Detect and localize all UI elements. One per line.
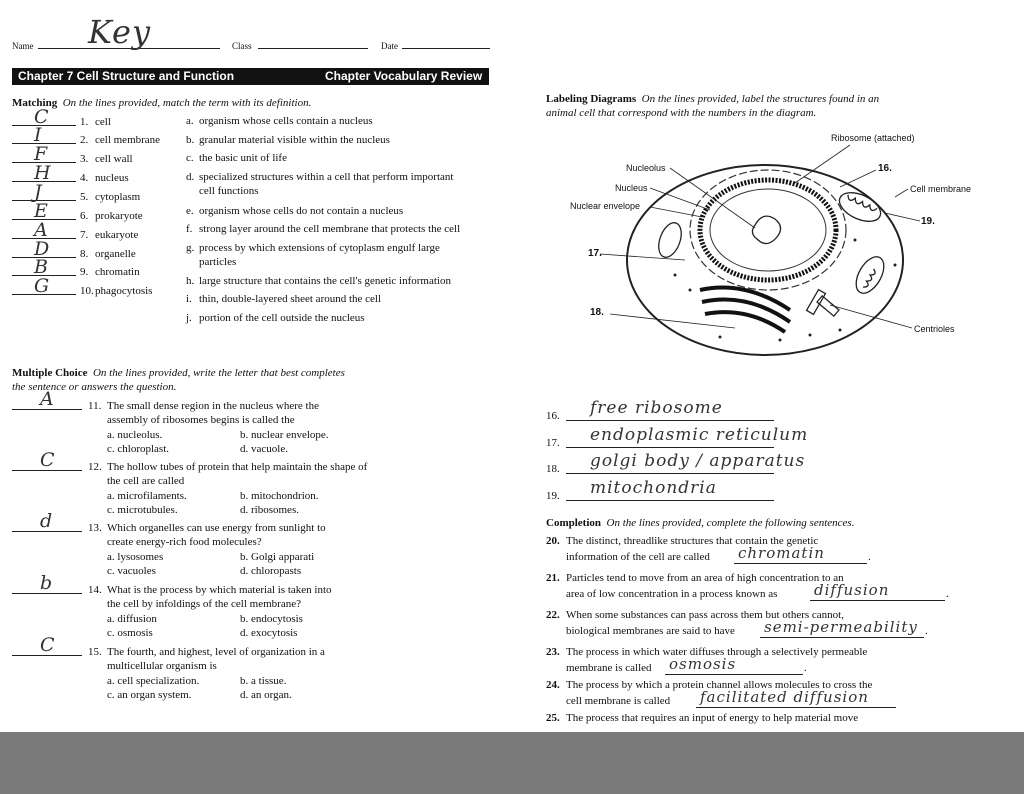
completion-number: 21.: [546, 572, 560, 584]
completion-instructions: On the lines provided, complete the following sentences.: [606, 517, 855, 529]
label-ribosome: Ribosome (attached): [831, 133, 915, 143]
matching-answer: I: [34, 124, 43, 146]
mc-answer: b: [40, 572, 54, 594]
completion-answer: chromatin: [738, 544, 825, 562]
question-number: 13.: [88, 522, 102, 534]
completion-answer-line[interactable]: [734, 563, 867, 564]
matching-answer: A: [34, 219, 49, 241]
answer-option[interactable]: a. nucleolus.: [107, 429, 163, 441]
completion-answer: facilitated diffusion: [700, 688, 869, 706]
label-answer: free ribosome: [590, 398, 723, 418]
label-16: 16.: [878, 163, 892, 174]
labeling-heading: [546, 93, 879, 106]
definition-text: granular material visible within the nucleus: [199, 134, 390, 146]
label-number: 17.: [546, 437, 560, 449]
definition-text: portion of the cell outside the nucleus: [199, 312, 365, 324]
completion-text: The process that requires an input of energy to help material move: [566, 712, 859, 724]
term-label: cell membrane: [95, 134, 161, 146]
mc-heading: [12, 367, 345, 380]
label-answer-line[interactable]: [566, 500, 774, 501]
mc-answer: C: [40, 634, 56, 656]
term-number: 4.: [80, 172, 89, 184]
completion-text: Particles tend to move from an area of high concentration to an: [566, 572, 844, 584]
completion-text-2: information of the cell are called: [566, 551, 710, 563]
centriole-shape: [807, 290, 839, 317]
mc-title: Multiple Choice: [12, 367, 88, 379]
mc-instructions-2: the sentence or answers the question.: [12, 381, 177, 393]
mc-instructions-1: On the lines provided, write the letter that best completes: [92, 367, 345, 379]
answer-option[interactable]: c. osmosis: [107, 627, 153, 639]
question-text: assembly of ribosomes begins is called the: [107, 414, 295, 426]
scan-bottom-band: [0, 732, 1024, 794]
definition-letter: e.: [186, 205, 194, 217]
completion-end: .: [868, 551, 871, 563]
chapter-title: Chapter 7 Cell Structure and Function: [18, 69, 235, 83]
term-number: 5.: [80, 191, 89, 203]
completion-end: .: [804, 662, 807, 674]
definition-text: cell functions: [199, 185, 259, 197]
term-number: 6.: [80, 210, 89, 222]
question-number: 14.: [88, 584, 102, 596]
definition-text: specialized structures within a cell that perform important: [199, 171, 454, 183]
completion-text: The distinct, threadlike structures that contain the genetic: [566, 535, 819, 547]
definition-text: large structure that contains the cell's genetic information: [199, 275, 451, 287]
completion-heading: [546, 517, 854, 530]
mitochondrion-right: [835, 187, 885, 227]
term-number: 9.: [80, 266, 89, 278]
mc-answer: C: [40, 449, 56, 471]
definition-letter: i.: [186, 293, 192, 305]
question-text: The small dense region in the nucleus where the: [107, 400, 319, 412]
definition-letter: f.: [186, 223, 193, 235]
answer-option[interactable]: a. cell specialization.: [107, 675, 200, 687]
label-answer-line[interactable]: [566, 447, 774, 448]
labeling-instructions-2: animal cell that correspond with the numbers in the diagram.: [546, 107, 817, 119]
completion-text-2: membrane is called: [566, 662, 652, 674]
term-number: 8.: [80, 248, 89, 260]
answer-option[interactable]: c. an organ system.: [107, 689, 192, 701]
term-label: prokaryote: [95, 210, 143, 222]
answer-option[interactable]: d. chloropasts: [240, 565, 302, 577]
labeling-title: Labeling Diagrams: [546, 93, 637, 105]
completion-number: 20.: [546, 535, 560, 547]
label-18: 18.: [590, 307, 604, 318]
matching-answer: H: [34, 162, 52, 184]
matching-instructions: On the lines provided, match the term with its definition.: [62, 97, 312, 109]
label-cell-membrane: Cell membrane: [910, 184, 972, 194]
answer-option[interactable]: a. lysosomes: [107, 551, 164, 563]
banner-subtitle: Chapter Vocabulary Review: [325, 69, 483, 83]
labeling-instructions-1: On the lines provided, label the structures found in an: [641, 93, 880, 105]
matching-answer: D: [34, 238, 51, 260]
answer-option[interactable]: d. ribosomes.: [240, 504, 299, 516]
term-label: phagocytosis: [95, 285, 153, 297]
definition-text: strong layer around the cell membrane that protects the cell: [199, 223, 461, 235]
definition-letter: c.: [186, 152, 194, 164]
answer-option[interactable]: d. exocytosis: [240, 627, 298, 639]
matching-answer: B: [34, 256, 49, 278]
definition-text: organism whose cells contain a nucleus: [199, 115, 373, 127]
definition-letter: h.: [186, 275, 195, 287]
completion-answer: semi-permeability: [764, 618, 918, 636]
completion-text-2: cell membrane is called: [566, 695, 671, 707]
completion-answer: osmosis: [669, 655, 737, 673]
completion-title: Completion: [546, 517, 601, 529]
question-text: What is the process by which material is taken into: [107, 584, 332, 596]
name-label: Name: [12, 41, 34, 51]
answer-option[interactable]: a. diffusion: [107, 613, 157, 625]
question-text: The fourth, and highest, level of organization in a: [107, 646, 325, 658]
date-label: Date: [381, 41, 398, 51]
label-nucleus: Nucleus: [615, 183, 648, 193]
class-line[interactable]: [258, 48, 368, 49]
matching-heading: [12, 97, 311, 110]
mitochondrion-lower-right: [850, 252, 889, 298]
class-label: Class: [232, 41, 252, 51]
term-label: eukaryote: [95, 229, 139, 241]
matching-title: Matching: [12, 97, 58, 109]
label-answer: golgi body / apparatus: [590, 451, 806, 471]
answer-option[interactable]: b. nuclear envelope.: [240, 429, 329, 441]
completion-number: 25.: [546, 712, 560, 724]
question-text: the cell are called: [107, 475, 185, 487]
matching-answer: E: [34, 200, 49, 222]
definition-text: thin, double-layered sheet around the cell: [199, 293, 382, 305]
matching-answer: F: [34, 143, 49, 165]
definition-letter: d.: [186, 171, 195, 183]
completion-end: .: [946, 588, 949, 600]
completion-answer-line[interactable]: [760, 637, 924, 638]
label-answer: endoplasmic reticulum: [590, 425, 809, 445]
question-text: Which organelles can use energy from sunlight to: [107, 522, 326, 534]
completion-text-2: biological membranes are said to have: [566, 625, 735, 637]
label-nuclear-envelope: Nuclear envelope: [570, 201, 641, 211]
completion-text: The process in which water diffuses through a selectively permeable: [566, 646, 868, 658]
term-label: chromatin: [95, 266, 140, 278]
label-answer: mitochondria: [590, 478, 717, 498]
definition-text: the basic unit of life: [199, 152, 287, 164]
question-text: multicellular organism is: [107, 660, 217, 672]
answer-option[interactable]: c. chloroplast.: [107, 443, 170, 455]
answer-option[interactable]: c. microtubules.: [107, 504, 178, 516]
answer-option[interactable]: d. vacuole.: [240, 443, 288, 455]
answer-option[interactable]: b. mitochondrion.: [240, 490, 319, 502]
term-label: organelle: [95, 248, 136, 260]
definition-letter: g.: [186, 242, 195, 254]
term-number: 10.: [80, 285, 94, 297]
question-number: 11.: [88, 400, 102, 412]
completion-number: 22.: [546, 609, 560, 621]
mitochondrion-left: [654, 220, 685, 261]
completion-answer-line[interactable]: [810, 600, 945, 601]
question-number: 12.: [88, 461, 102, 473]
definition-text: process by which extensions of cytoplasm engulf large: [199, 242, 440, 254]
term-label: cell: [95, 116, 111, 128]
completion-text-2: area of low concentration in a process known as: [566, 588, 778, 600]
answer-option[interactable]: a. microfilaments.: [107, 490, 187, 502]
definition-letter: a.: [186, 115, 194, 127]
matching-answer: J: [34, 181, 43, 203]
question-number: 15.: [88, 646, 102, 658]
question-text: The hollow tubes of protein that help maintain the shape of: [107, 461, 368, 473]
nucleus-shape: [710, 189, 826, 271]
definition-text: particles: [199, 256, 237, 268]
term-label: cell wall: [95, 153, 133, 165]
matching-answer: C: [34, 106, 50, 128]
label-17: 17.: [588, 248, 602, 259]
answer-option[interactable]: b. endocytosis: [240, 613, 303, 625]
answer-option[interactable]: b. Golgi apparati: [240, 551, 315, 563]
answer-option[interactable]: d. an organ.: [240, 689, 292, 701]
mc-answer: A: [40, 388, 55, 410]
name-value: Key: [88, 13, 152, 51]
term-number: 3.: [80, 153, 89, 165]
question-text: the cell by infoldings of the cell membrane?: [107, 598, 301, 610]
definition-letter: j.: [186, 312, 192, 324]
completion-answer-line[interactable]: [665, 674, 803, 675]
date-line[interactable]: [402, 48, 490, 49]
answer-option[interactable]: b. a tissue.: [240, 675, 287, 687]
answer-option[interactable]: c. vacuoles: [107, 565, 156, 577]
completion-text: The process by which a protein channel allows molecules to cross the: [566, 679, 873, 691]
definition-letter: b.: [186, 134, 195, 146]
completion-end: .: [925, 625, 928, 637]
term-number: 7.: [80, 229, 89, 241]
label-answer-line[interactable]: [566, 473, 774, 474]
completion-number: 24.: [546, 679, 560, 691]
label-centrioles: Centrioles: [914, 324, 955, 334]
question-text: create energy-rich food molecules?: [107, 536, 262, 548]
completion-number: 23.: [546, 646, 560, 658]
matching-answer: G: [34, 275, 51, 297]
completion-answer: diffusion: [814, 581, 890, 599]
completion-answer-line[interactable]: [696, 707, 896, 708]
label-19: 19.: [921, 216, 935, 227]
completion-text: When some substances can pass across them but others cannot,: [566, 609, 844, 621]
label-answer-line[interactable]: [566, 420, 774, 421]
label-number: 19.: [546, 490, 560, 502]
term-number: 1.: [80, 116, 89, 128]
term-number: 2.: [80, 134, 89, 146]
label-number: 18.: [546, 463, 560, 475]
animal-cell-diagram: [540, 125, 980, 385]
definition-text: organism whose cells do not contain a nucleus: [199, 205, 404, 217]
mc-answer: d: [40, 510, 54, 532]
term-label: nucleus: [95, 172, 129, 184]
term-label: cytoplasm: [95, 191, 141, 203]
label-nucleolus: Nucleolus: [626, 163, 666, 173]
label-number: 16.: [546, 410, 560, 422]
chapter-banner: [12, 68, 489, 85]
